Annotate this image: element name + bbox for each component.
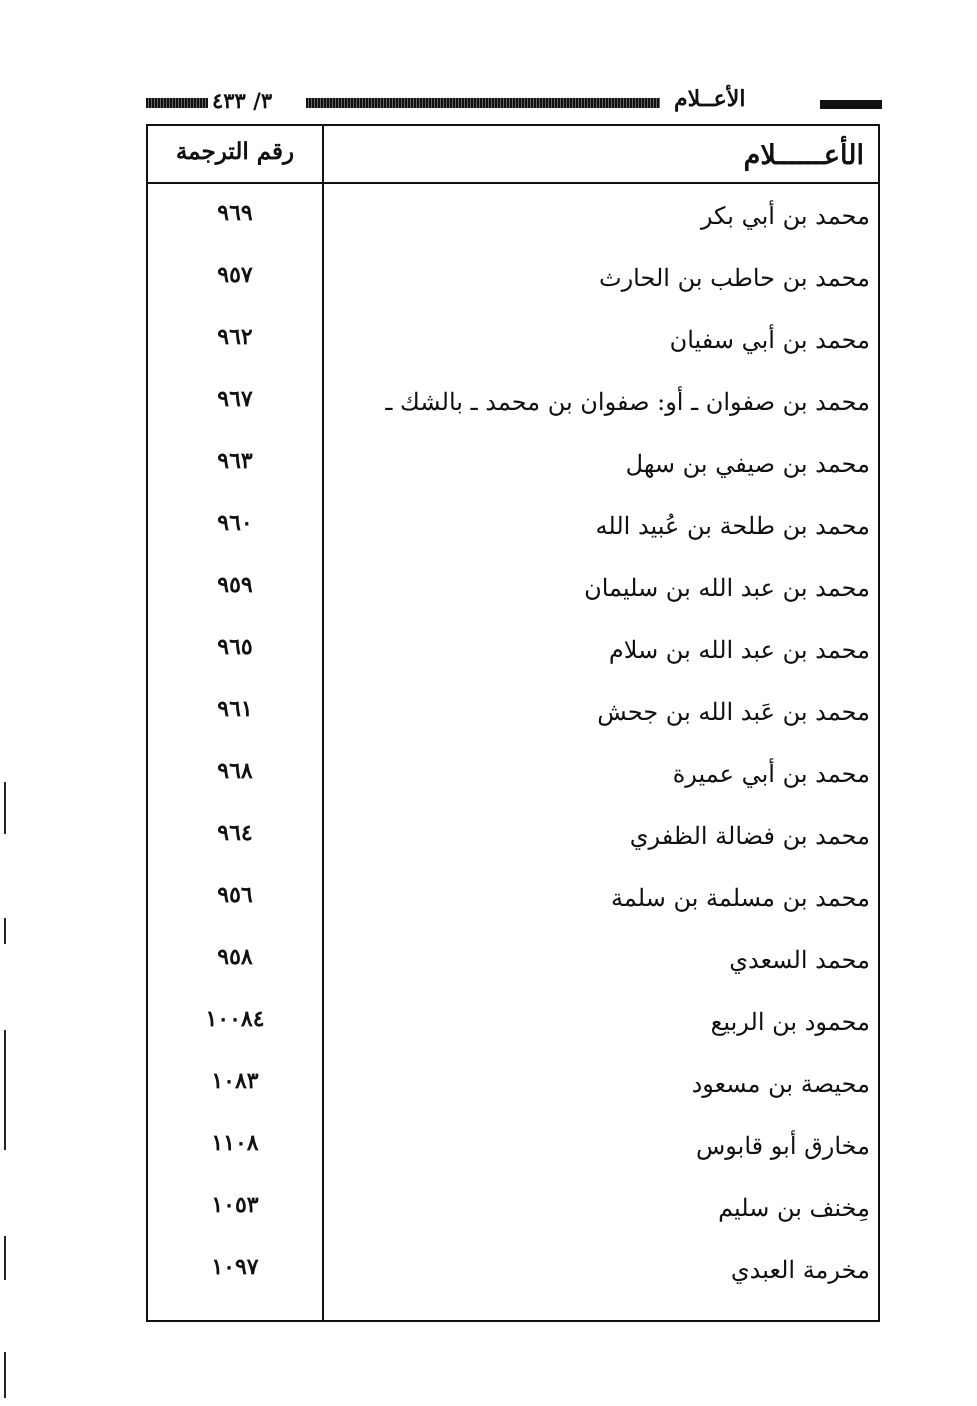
entry-number: ٩٦٣ [217,448,253,474]
column-header-name: الأعــــــلام [743,140,864,171]
entry-number: ١١٠٨ [211,1130,259,1156]
table-row [148,1180,878,1242]
table-row [148,1056,878,1118]
table-row [148,436,878,498]
entry-number: ٩٦٥ [217,634,253,660]
table-row [148,808,878,870]
entry-name: مِخنف بن سليم [718,1194,870,1222]
entry-name: محمد بن طلحة بن عُبيد الله [595,512,870,540]
scan-edge-mark [4,782,6,834]
table-row [148,932,878,994]
index-table [146,124,880,1322]
entry-number: ٩٥٩ [217,572,253,598]
scan-edge-mark [4,1236,6,1280]
table-row [148,1242,878,1304]
table-row [148,374,878,436]
header-rule-left [146,98,208,108]
table-row [148,250,878,312]
entry-name: محمد بن أبي عميرة [672,760,870,788]
header-rule-middle [306,98,660,108]
entry-name: مخارق أبو قابوس [695,1132,870,1160]
entry-name: محمد بن أبي سفيان [669,326,870,354]
entry-name: محمد بن أبي بكر [700,202,870,230]
entry-name: محمد بن حاطب بن الحارث [598,264,870,292]
scan-edge-mark [4,1030,6,1150]
table-row [148,622,878,684]
entry-number: ١٠٥٣ [211,1192,259,1218]
running-header [146,88,882,118]
entry-name: محمد بن فضالة الظفري [629,822,870,850]
header-divider [148,182,878,184]
scan-edge-mark [4,1352,6,1398]
page-reference: ٣/ ٤٣٣ [212,88,273,113]
entry-number: ٩٦٨ [217,758,253,784]
table-row [148,560,878,622]
entry-number: ٩٦٩ [217,200,253,226]
entry-number: ١٠٨٣ [211,1068,259,1094]
entry-name: محمد بن عبد الله بن سليمان [584,574,870,602]
entry-number: ٩٦٤ [217,820,253,846]
entry-number: ٩٦٢ [217,324,253,350]
entry-name: محمد بن صفوان ـ أو: صفوان بن محمد ـ بالشك ـ [385,388,870,416]
header-rule-right [820,100,882,109]
entry-name: محمد بن عَبد الله بن جحش [597,698,870,726]
entry-name: مخرمة العبدي [730,1256,870,1284]
entry-number: ٩٥٦ [217,882,253,908]
entry-name: محمد بن صيفي بن سهل [625,450,870,478]
table-row [148,312,878,374]
table-row [148,498,878,560]
entry-number: ٩٥٨ [217,944,253,970]
entry-name: محمود بن الربيع [710,1008,870,1036]
entry-name: محمد بن مسلمة بن سلمة [611,884,870,912]
running-title: الأعــلام [674,86,746,112]
table-row [148,684,878,746]
table-row [148,994,878,1056]
table-row [148,1118,878,1180]
entry-name: محمد السعدي [729,946,870,974]
entry-number: ١٠٠٨٤ [205,1006,265,1032]
entry-number: ٩٦٠ [217,510,253,536]
entry-number: ٩٦٧ [217,386,253,412]
entry-number: ١٠٩٧ [211,1254,259,1280]
scan-edge-mark [4,918,6,944]
table-row [148,188,878,250]
column-header-number: رقم الترجمة [175,138,295,165]
entry-name: محمد بن عبد الله بن سلام [608,636,870,664]
table-row [148,746,878,808]
table-row [148,870,878,932]
entry-name: محيصة بن مسعود [691,1070,870,1098]
index-rows [148,188,878,1304]
entry-number: ٩٦١ [217,696,253,722]
entry-number: ٩٥٧ [217,262,253,288]
